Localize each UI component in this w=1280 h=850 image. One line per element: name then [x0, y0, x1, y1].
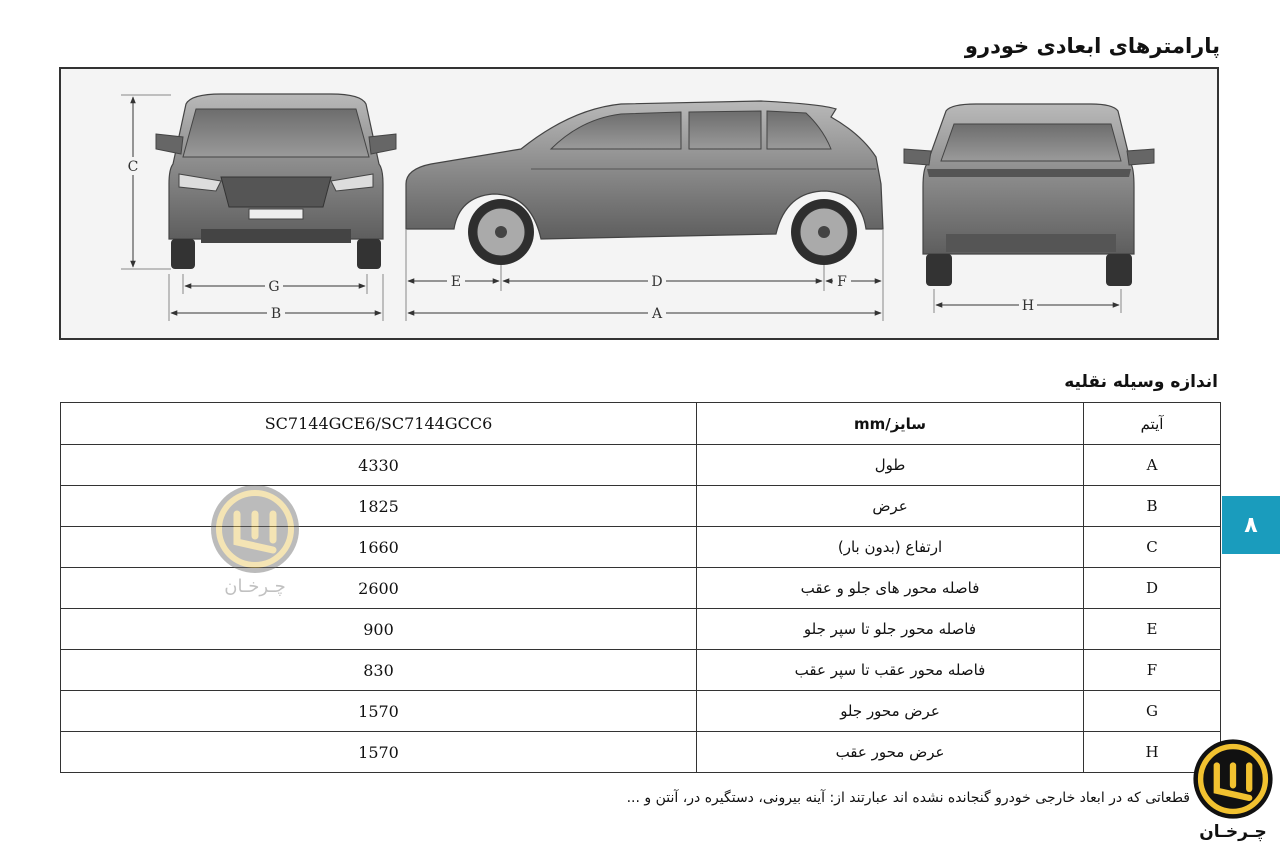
cell-value: 1570 — [61, 691, 697, 732]
cell-item: E — [1084, 609, 1221, 650]
cell-value: 1660 — [61, 527, 697, 568]
dim-label-f: F — [837, 274, 847, 290]
header-model: SC7144GCE6/SC7144GCC6 — [61, 403, 697, 445]
dim-label-e: E — [450, 274, 462, 290]
dim-label-g: G — [268, 279, 280, 295]
section-title: اندازه وسیله نقلیه — [1064, 372, 1218, 392]
cell-item: F — [1084, 650, 1221, 691]
watermark — [205, 484, 305, 597]
table-row — [61, 691, 1221, 732]
watermark-text: چـرخـان — [1199, 822, 1267, 842]
cell-size: طول — [697, 445, 1084, 486]
rear-view-car — [904, 104, 1154, 286]
cell-size: فاصله محور های جلو و عقب — [697, 568, 1084, 609]
dim-label-a: A — [651, 306, 663, 322]
cell-item: G — [1084, 691, 1221, 732]
table-row — [61, 609, 1221, 650]
cell-item: D — [1084, 568, 1221, 609]
cell-size: عرض محور عقب — [697, 732, 1084, 773]
page-title: پارامترهای ابعادی خودرو — [964, 34, 1220, 58]
dim-label-b: B — [270, 306, 282, 322]
vehicle-dimensions-diagram — [59, 67, 1219, 340]
cell-item: C — [1084, 527, 1221, 568]
cell-item: B — [1084, 486, 1221, 527]
cell-size: عرض محور جلو — [697, 691, 1084, 732]
dim-label-h: H — [1021, 298, 1035, 314]
cell-size: ارتفاع (بدون بار) — [697, 527, 1084, 568]
front-view-car — [156, 94, 396, 269]
chapter-tab: ۸ — [1222, 496, 1280, 554]
footnote: قطعاتی که در ابعاد خارجی خودرو گنجانده نشده اند عبارتند از: آینه بیرونی، دستگیره در، آنتن و ... — [626, 790, 1190, 806]
cell-size: فاصله محور جلو تا سپر جلو — [697, 609, 1084, 650]
header-item: آیتم — [1084, 403, 1221, 445]
cell-size: فاصله محور عقب تا سپر عقب — [697, 650, 1084, 691]
side-view-car — [406, 101, 883, 265]
cell-item: A — [1084, 445, 1221, 486]
table-row — [61, 445, 1221, 486]
table-row — [61, 650, 1221, 691]
dim-label-c: C — [127, 159, 139, 175]
watermark-text: چـرخـان — [224, 576, 286, 597]
table-row — [61, 732, 1221, 773]
table-header-row — [61, 403, 1221, 445]
cell-value: 1825 — [61, 486, 697, 527]
cell-value: 830 — [61, 650, 697, 691]
cell-item: H — [1084, 732, 1221, 773]
cell-value: 2600 — [61, 568, 697, 609]
cell-value: 900 — [61, 609, 697, 650]
cherkhan-logo-icon — [1188, 738, 1278, 820]
watermark-corner — [1188, 738, 1278, 842]
cherkhan-logo-icon — [205, 484, 305, 574]
cell-value: 1570 — [61, 732, 697, 773]
header-size: سایز/mm — [697, 403, 1084, 445]
dim-label-d: D — [651, 274, 663, 290]
cell-size: عرض — [697, 486, 1084, 527]
cell-value: 4330 — [61, 445, 697, 486]
